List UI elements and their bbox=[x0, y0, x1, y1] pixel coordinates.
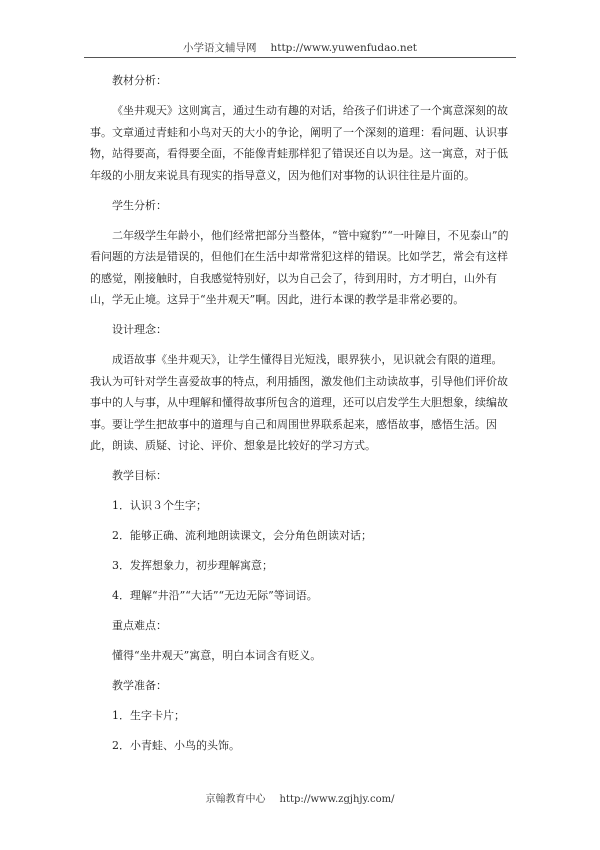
header-url: http://www.yuwenfudao.net bbox=[270, 42, 418, 54]
prep-item: 2．小青蛙、小鸟的头饰。 bbox=[112, 739, 240, 752]
goal-item: 4．理解“井沿”“大话”“无边无际”等词语。 bbox=[112, 589, 318, 602]
footer-url: http://www.zgjhjy.com/ bbox=[279, 794, 395, 805]
heading-design-concept: 设计理念： bbox=[112, 323, 167, 336]
page-footer bbox=[0, 790, 600, 805]
student-analysis-paragraph: 二年级学生年龄小，他们经常把部分当整体，“管中窥豹”“一叶障目，不见泰山”的看问题的方法是错误的，但他们在生活中却常常犯这样的错误。比如学艺，常会有这样的感觉，刚接触时，自我感觉特别好，以为自己会了，待到用时，方才明白，山外有山，学无止境。这异于“坐井观天”啊。因此，进行本课的教学是非常必要的。 bbox=[90, 228, 509, 306]
goal-item: 1．认识３个生字； bbox=[112, 499, 207, 512]
key-difficulties-text: 懂得“坐井观天”寓意，明白本词含有贬义。 bbox=[112, 649, 322, 662]
heading-student-analysis: 学生分析： bbox=[112, 198, 167, 212]
design-concept-paragraph: 成语故事《坐井观天》，让学生懂得目光短浅，眼界狭小，见识就会有限的道理。我认为可针对学生喜爱故事的特点，利用插图，激发他们主动读故事，引导他们评价故事中的人与事，从中理解和懂得故事所包含的道理，还可以启发学生大胆想象，续编故事。要让学生把故事中的道理与自己和周围世界联系起来，感悟故事，感悟生活。因此，朗读、质疑、讨论、评价、想象是比较好的学习方式。 bbox=[90, 353, 508, 452]
header-divider bbox=[84, 57, 516, 58]
page-header bbox=[0, 40, 600, 55]
textbook-analysis-paragraph: 《坐井观天》这则寓言，通过生动有趣的对话，给孩子们讲述了一个寓意深刻的故事。文章通过青蛙和小鸟对天的大小的争论，阐明了一个深刻的道理：看问题、认识事物，站得要高，看得要全面，不能像青蛙那样犯了错误还自以为是。这一寓意，对于低年级的小朋友来说具有现实的指导意义，因为他们对事物的认识往往是片面的。 bbox=[90, 104, 508, 182]
heading-teaching-prep: 教学准备： bbox=[112, 679, 167, 692]
prep-item: 1．生字卡片； bbox=[112, 709, 185, 722]
goal-item: 2．能够正确、流利地朗读课文，会分角色朗读对话； bbox=[112, 529, 372, 542]
footer-org-name: 京翰教育中心 bbox=[205, 794, 266, 805]
heading-key-difficulties: 重点难点： bbox=[112, 619, 167, 632]
document-body bbox=[90, 70, 510, 757]
header-site-name: 小学语文辅导网 bbox=[182, 42, 257, 54]
goal-item: 3．发挥想象力，初步理解寓意； bbox=[112, 559, 273, 572]
heading-textbook-analysis: 教材分析： bbox=[112, 74, 167, 87]
heading-teaching-goals: 教学目标： bbox=[112, 469, 167, 482]
